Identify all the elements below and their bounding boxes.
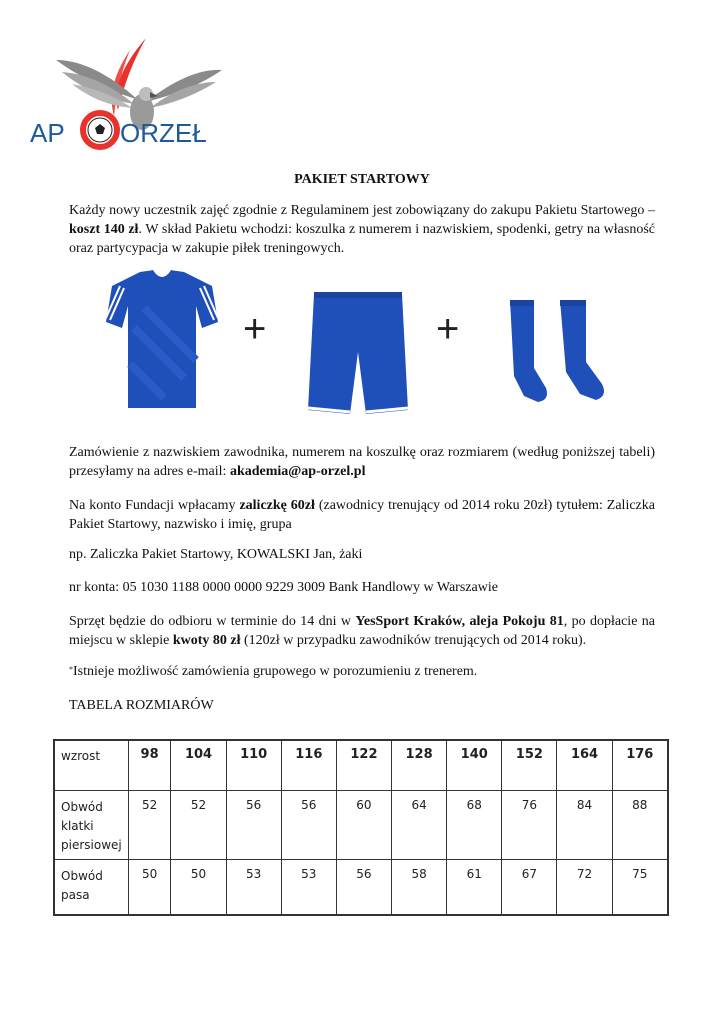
- svg-text:AP: AP: [30, 118, 65, 148]
- height-cell: 128: [392, 740, 447, 790]
- height-cell: 164: [557, 740, 612, 790]
- table-cell: 52: [128, 790, 171, 859]
- table-cell: 53: [226, 859, 281, 915]
- height-cell: 110: [226, 740, 281, 790]
- order-email: akademia@ap-orzel.pl: [229, 464, 366, 479]
- height-cell: 104: [171, 740, 226, 790]
- table-cell: 56: [281, 790, 336, 859]
- table-cell: 67: [502, 859, 557, 915]
- socks-image: [502, 296, 618, 412]
- height-cell: 98: [128, 740, 171, 790]
- table-cell: 61: [447, 859, 502, 915]
- intro-text-end: . W skład Pakietu wchodzi: koszulka z numerem i nazwiskiem, spodenki, getry na własność oraz partycypacja w zakupie piłek treningowych.: [69, 222, 655, 256]
- pickup-paragraph: [69, 612, 655, 650]
- example-line: np. Zaliczka Pakiet Startowy, KOWALSKI Jan, żaki: [69, 547, 363, 562]
- note-text: Istnieje możliwość zamówienia grupowego w porozumieniu z trenerem.: [73, 664, 478, 679]
- pickup-text: Sprzęt będzie do odbioru w terminie do 14 dni w: [69, 614, 356, 629]
- table-cell: 75: [612, 859, 668, 915]
- table-cell: 58: [392, 859, 447, 915]
- ap-orzel-logo: [26, 30, 226, 160]
- height-cell: 122: [336, 740, 391, 790]
- shorts-image: [306, 290, 410, 418]
- payment-text-end: (zawodnicy trenujący od 2014 roku 20zł) tytułem: Zaliczka Pakiet Startowy, nazwisko i imię, grupa: [69, 498, 655, 532]
- table-cell: 52: [171, 790, 226, 859]
- table-cell: 56: [336, 859, 391, 915]
- plus-sign-2: +: [436, 307, 460, 351]
- order-text: Zamówienie z nazwiskiem zawodnika, numerem na koszulkę oraz rozmiarem (według poniższej tabeli) przesyłamy na adres e-mail:: [69, 445, 655, 479]
- payment-amount: zaliczkę 60zł: [239, 498, 315, 513]
- row-label-chest: Obwód klatki piersiowej: [54, 790, 128, 859]
- payment-text: Na konto Fundacji wpłacamy: [69, 498, 240, 513]
- svg-text:ORZEŁ: ORZEŁ: [120, 118, 207, 148]
- account-line: nr konta: 05 1030 1188 0000 0000 9229 3009 Bank Handlowy w Warszawie: [69, 580, 498, 595]
- pickup-amount: kwoty 80 zł: [172, 633, 241, 648]
- table-header-row: [54, 740, 668, 790]
- table-cell: 53: [281, 859, 336, 915]
- table-cell: 76: [502, 790, 557, 859]
- eagle-logo-icon: [26, 30, 226, 160]
- height-cell: 152: [502, 740, 557, 790]
- table-cell: 56: [226, 790, 281, 859]
- page-title: PAKIET STARTOWY: [294, 172, 430, 187]
- size-table: [53, 739, 669, 916]
- row-label-waist: Obwód pasa: [54, 859, 128, 915]
- pickup-store: YesSport Kraków, aleja Pokoju 81: [355, 614, 564, 629]
- height-cell: 176: [612, 740, 668, 790]
- table-cell: 50: [128, 859, 171, 915]
- jersey-image: [104, 268, 220, 412]
- height-cell: 116: [281, 740, 336, 790]
- group-order-note: [69, 662, 655, 681]
- intro-price: koszt 140 zł: [69, 222, 139, 237]
- table-row-waist: [54, 859, 668, 915]
- pickup-text-mid: , po dopłacie na miejscu w sklepie: [69, 614, 655, 648]
- table-cell: 50: [171, 859, 226, 915]
- intro-paragraph: [69, 201, 655, 258]
- pickup-text-end: (120zł w przypadku zawodników trenujących od 2014 roku).: [240, 633, 587, 648]
- note-asterisk: *: [69, 665, 73, 674]
- table-cell: 64: [392, 790, 447, 859]
- header-label: wzrost: [54, 740, 128, 790]
- table-title: TABELA ROZMIARÓW: [69, 698, 214, 713]
- intro-text: Każdy nowy uczestnik zajęć zgodnie z Regulaminem jest zobowiązany do zakupu Pakietu Startowego –: [69, 203, 655, 218]
- table-row-chest: [54, 790, 668, 859]
- payment-paragraph: [69, 496, 655, 534]
- table-cell: 60: [336, 790, 391, 859]
- table-cell: 68: [447, 790, 502, 859]
- plus-sign-1: +: [243, 307, 267, 351]
- height-cell: 140: [447, 740, 502, 790]
- order-paragraph: [69, 443, 655, 481]
- table-cell: 88: [612, 790, 668, 859]
- table-cell: 84: [557, 790, 612, 859]
- table-cell: 72: [557, 859, 612, 915]
